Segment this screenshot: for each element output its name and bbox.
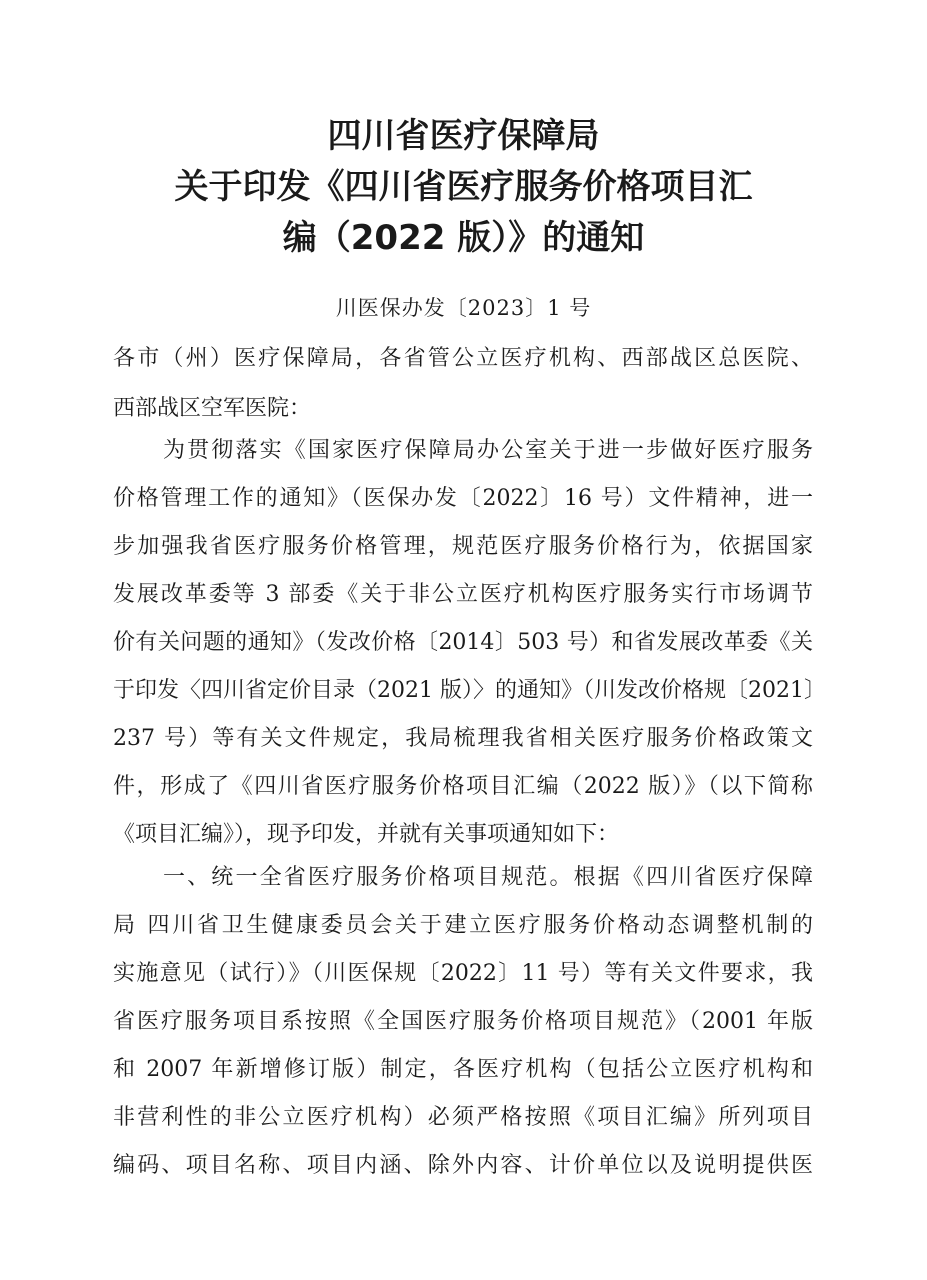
body-text-line: 局 四川省卫生健康委员会关于建立医疗服务价格动态调整机制的 xyxy=(113,913,813,938)
addressee-line: 西部战区空军医院： xyxy=(113,396,312,421)
title-line-3: 编（2022 版）》的通知 xyxy=(282,218,645,258)
body-text-line: 于印发〈四川省定价目录（2021 版）〉的通知》（川发改价格规〔2021〕 xyxy=(113,678,826,703)
body-text-line: 237 号）等有关文件规定，我局梳理我省相关医疗服务价格政策文 xyxy=(113,726,813,751)
body-text-line: 价格管理工作的通知》（医保办发〔2022〕16 号）文件精神，进一 xyxy=(113,486,813,511)
body-text-line: 编码、项目名称、项目内涵、除外内容、计价单位以及说明提供医 xyxy=(113,1153,813,1178)
body-text-line: 发展改革委等 3 部委《关于非公立医疗机构医疗服务实行市场调节 xyxy=(113,582,813,607)
body-text-line: 非营利性的非公立医疗机构）必须严格按照《项目汇编》所列项目 xyxy=(113,1105,813,1130)
document-number: 川医保办发〔2023〕1 号 xyxy=(335,296,592,320)
title-line-1: 四川省医疗保障局 xyxy=(327,116,600,156)
body-text-line: 件，形成了《四川省医疗服务价格项目汇编（2022 版）》（以下简称 xyxy=(113,774,813,799)
body-text-line: 为贯彻落实《国家医疗保障局办公室关于进一步做好医疗服务 xyxy=(163,438,813,463)
body-text-line: 价有关问题的通知》（发改价格〔2014〕503 号）和省发展改革委《关 xyxy=(113,630,813,655)
body-text-line: 一、统一全省医疗服务价格项目规范。根据《四川省医疗保障 xyxy=(163,865,813,890)
title-line-2: 关于印发《四川省医疗服务价格项目汇 xyxy=(174,167,753,207)
addressee-line: 各市（州）医疗保障局，各省管公立医疗机构、西部战区总医院、 xyxy=(113,346,813,371)
body-text-line: 实施意见（试行）》（川医保规〔2022〕11 号）等有关文件要求，我 xyxy=(113,961,813,986)
body-text-line: 和 2007 年新增修订版）制定，各医疗机构（包括公立医疗机构和 xyxy=(113,1057,813,1082)
body-text-line: 省医疗服务项目系按照《全国医疗服务价格项目规范》（2001 年版 xyxy=(113,1009,813,1034)
body-text-line: 《项目汇编》），现予印发，并就有关事项通知如下： xyxy=(113,822,620,847)
body-text-line: 步加强我省医疗服务价格管理，规范医疗服务价格行为，依据国家 xyxy=(113,534,813,559)
